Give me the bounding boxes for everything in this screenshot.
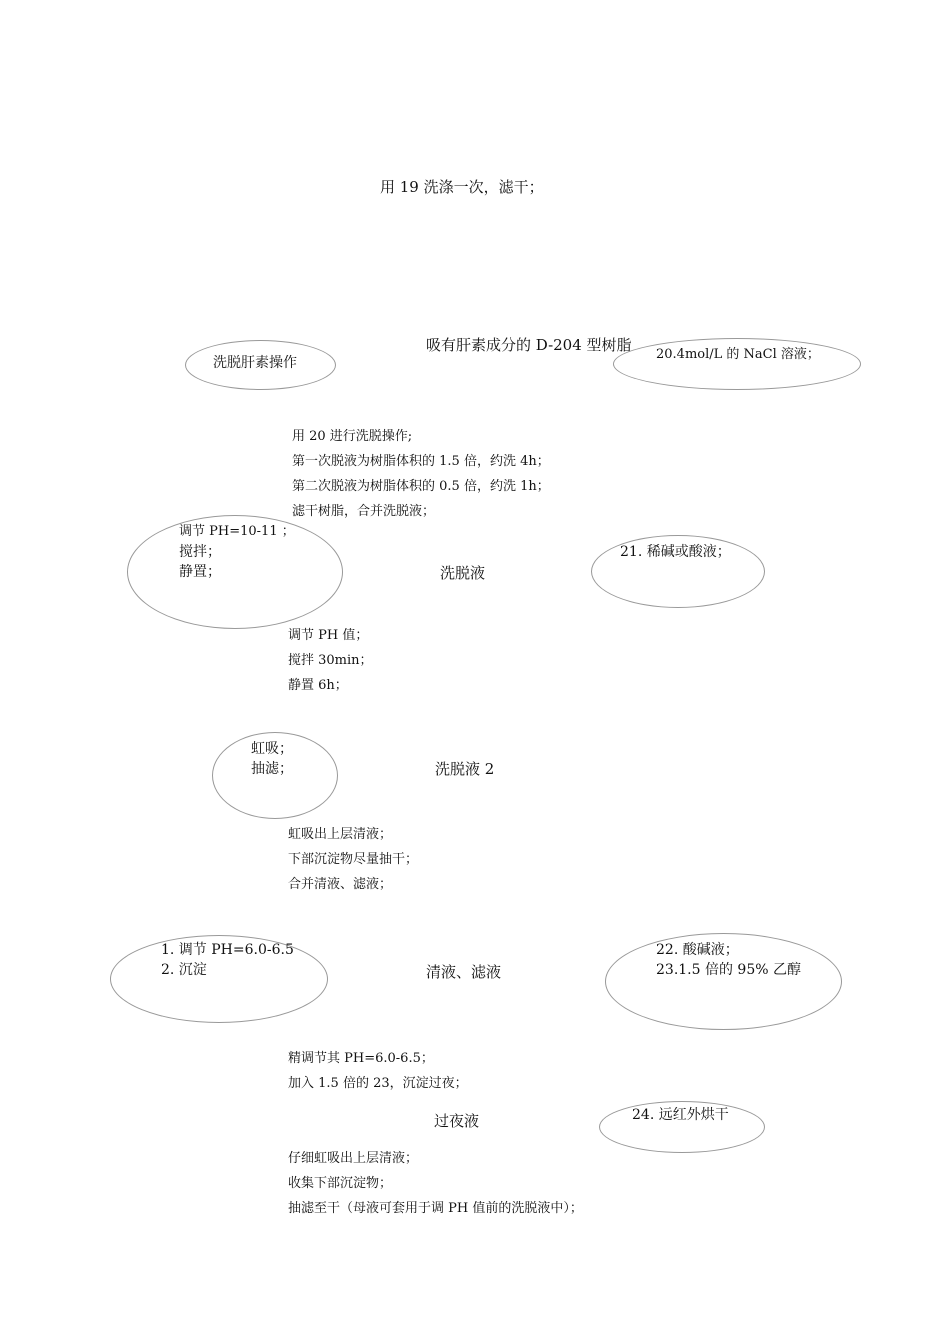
node-resin: 吸有肝素成分的 D-204 型树脂 xyxy=(426,336,632,354)
oval-nacl-label: 20.4mol/L 的 NaCl 溶液； xyxy=(656,347,820,362)
top-note: 用 19 洗涤一次，滤干； xyxy=(380,178,544,196)
step: 滤干树脂，合并洗脱液； xyxy=(292,504,436,519)
step: 仔细虹吸出上层清液； xyxy=(288,1151,419,1166)
oval-adjust-ph-label xyxy=(179,522,295,582)
oval-adjust-ph xyxy=(127,515,343,629)
oval-elute-heparin-label: 洗脱肝素操作 xyxy=(213,355,297,371)
stage4-steps xyxy=(288,1046,468,1096)
oval-precipitate xyxy=(110,935,328,1023)
step: 第一次脱液为树脂体积的 1.5 倍，约洗 4h； xyxy=(292,454,550,469)
oval-line: 23.1.5 倍的 95% 乙醇 xyxy=(656,962,801,978)
step: 收集下部沉淀物； xyxy=(288,1176,393,1191)
node-eluate: 洗脱液 xyxy=(440,564,486,582)
oval-line: 1. 调节 PH=6.0-6.5 xyxy=(161,942,294,958)
step: 调节 PH 值； xyxy=(288,628,369,643)
oval-acid-ethanol xyxy=(605,933,842,1030)
oval-line: 2. 沉淀 xyxy=(161,962,207,978)
oval-dry-label: 24. 远红外烘干 xyxy=(632,1107,729,1123)
step: 加入 1.5 倍的 23，沉淀过夜； xyxy=(288,1076,468,1091)
oval-dilute-label: 21. 稀碱或酸液； xyxy=(620,544,731,560)
node-clear-filtrate: 清液、滤液 xyxy=(426,963,502,981)
step: 用 20 进行洗脱操作; xyxy=(292,429,413,444)
oval-dilute xyxy=(591,535,765,608)
oval-line: 虹吸； xyxy=(251,741,293,757)
oval-acid-ethanol-label xyxy=(656,940,801,980)
step: 静置 6h； xyxy=(288,678,348,693)
step: 第二次脱液为树脂体积的 0.5 倍，约洗 1h； xyxy=(292,479,550,494)
step: 精调节其 PH=6.0-6.5； xyxy=(288,1051,434,1066)
oval-line: 抽滤； xyxy=(251,761,293,777)
oval-line: 静置； xyxy=(179,564,221,580)
oval-line: 22. 酸碱液； xyxy=(656,942,739,958)
oval-line: 调节 PH=10-11 ； xyxy=(179,524,295,539)
node-eluate-2: 洗脱液 2 xyxy=(435,760,495,778)
stage5-steps xyxy=(288,1146,583,1221)
step: 抽滤至干（母液可套用于调 PH 值前的洗脱液中）； xyxy=(288,1201,583,1216)
oval-elute-heparin xyxy=(185,340,336,390)
stage2-steps xyxy=(288,623,373,698)
oval-dry xyxy=(599,1101,765,1153)
oval-nacl xyxy=(613,338,861,390)
node-overnight: 过夜液 xyxy=(434,1112,480,1130)
oval-line: 搅拌； xyxy=(179,544,221,560)
stage3-steps xyxy=(288,822,418,897)
oval-siphon-label xyxy=(251,739,293,779)
step: 搅拌 30min； xyxy=(288,653,373,668)
step: 合并清液、滤液； xyxy=(288,877,393,892)
step: 虹吸出上层清液； xyxy=(288,827,393,842)
step: 下部沉淀物尽量抽干； xyxy=(288,852,419,867)
oval-siphon xyxy=(212,732,338,819)
stage1-steps xyxy=(292,424,550,524)
oval-precipitate-label xyxy=(161,940,294,980)
